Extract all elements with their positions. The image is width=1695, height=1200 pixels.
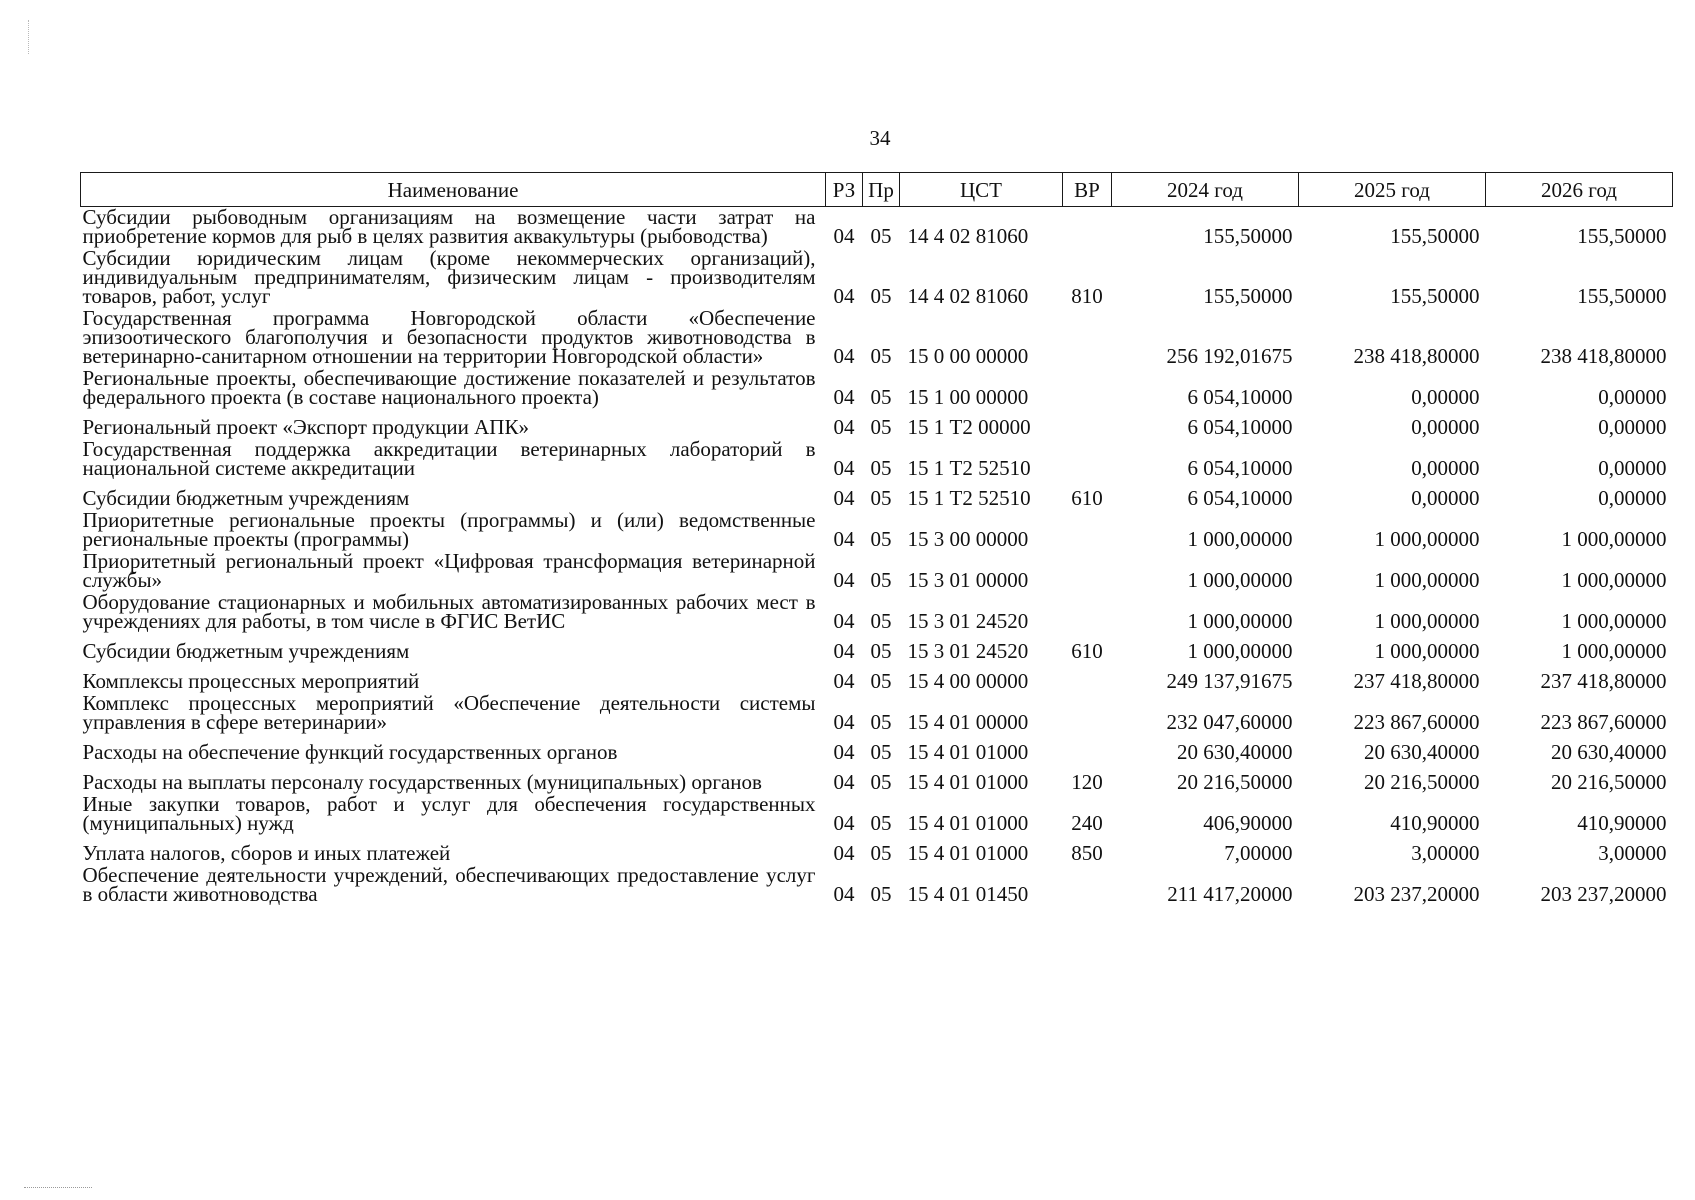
row-vr	[1063, 551, 1112, 592]
row-vr: 120	[1071, 770, 1103, 794]
row-rz: 04	[833, 669, 855, 693]
row-2025: 203 237,20000	[1353, 882, 1480, 906]
row-cst: 15 0 00 00000	[907, 344, 1029, 368]
header-2025: 2025 год	[1299, 173, 1486, 207]
budget-table	[80, 172, 1673, 906]
row-cst: 15 1 Т2 52510	[907, 456, 1031, 480]
row-2026: 0,00000	[1598, 385, 1667, 409]
row-pr: 05	[870, 770, 892, 794]
table-row	[81, 439, 1673, 480]
row-2025: 0,00000	[1411, 415, 1480, 439]
row-name: Субсидии бюджетным учреждениям	[82, 486, 410, 510]
header-vr: ВР	[1063, 173, 1112, 207]
row-name: Оборудование стационарных и мобильных автоматизированных рабочих мест в учреждениях для работы, в том числе в ФГИС ВетИС	[82, 590, 816, 633]
row-rz: 04	[833, 486, 855, 510]
row-vr	[1063, 308, 1112, 368]
row-pr: 05	[870, 841, 892, 865]
row-cst: 15 4 01 01000	[907, 770, 1029, 794]
row-name: Расходы на обеспечение функций государственных органов	[82, 740, 618, 764]
row-name: Комплексы процессных мероприятий	[82, 669, 420, 693]
row-cst: 15 1 Т2 00000	[907, 415, 1031, 439]
row-2025: 0,00000	[1411, 385, 1480, 409]
row-name: Комплекс процессных мероприятий «Обеспечение деятельности системы управления в сфере ветеринарии»	[82, 691, 816, 734]
row-pr: 05	[870, 527, 892, 551]
row-2024: 155,50000	[1203, 224, 1293, 248]
row-rz: 04	[833, 841, 855, 865]
row-2026: 0,00000	[1598, 456, 1667, 480]
row-2024: 20 630,40000	[1177, 740, 1293, 764]
table-row	[81, 663, 1673, 693]
table-row	[81, 633, 1673, 663]
row-name: Государственная программа Новгородской области «Обеспечение эпизоотического благополучия и безопасности продуктов животноводства в ветеринарно-санитарном отношении на территории Новгородской области»	[82, 306, 816, 368]
row-cst: 14 4 02 81060	[907, 224, 1029, 248]
row-pr: 05	[870, 740, 892, 764]
row-2026: 155,50000	[1577, 224, 1667, 248]
row-cst: 15 3 01 00000	[907, 568, 1029, 592]
row-rz: 04	[833, 770, 855, 794]
row-rz: 04	[833, 415, 855, 439]
header-cst: ЦСТ	[900, 173, 1063, 207]
row-cst: 15 3 01 24520	[907, 609, 1029, 633]
row-name: Региональные проекты, обеспечивающие достижение показателей и результатов федерального проекта (в составе национального проекта)	[82, 366, 816, 409]
row-2026: 410,90000	[1577, 811, 1667, 835]
row-2025: 1 000,00000	[1374, 639, 1480, 663]
row-cst: 15 4 00 00000	[907, 669, 1029, 693]
row-2026: 20 216,50000	[1551, 770, 1667, 794]
header-2026: 2026 год	[1486, 173, 1673, 207]
row-vr	[1063, 409, 1112, 439]
row-2024: 155,50000	[1203, 284, 1293, 308]
row-pr: 05	[870, 385, 892, 409]
row-cst: 15 4 01 00000	[907, 710, 1029, 734]
header-pr: Пр	[863, 173, 900, 207]
table-row	[81, 409, 1673, 439]
row-2025: 155,50000	[1390, 284, 1480, 308]
row-pr: 05	[870, 882, 892, 906]
table-row	[81, 734, 1673, 764]
table-row	[81, 308, 1673, 368]
scan-edge-mark	[28, 20, 30, 54]
row-rz: 04	[833, 527, 855, 551]
row-pr: 05	[870, 811, 892, 835]
row-vr	[1063, 439, 1112, 480]
row-vr	[1063, 865, 1112, 906]
row-rz: 04	[833, 639, 855, 663]
row-2026: 0,00000	[1598, 415, 1667, 439]
row-2024: 1 000,00000	[1187, 639, 1293, 663]
row-name: Государственная поддержка аккредитации ветеринарных лабораторий в национальной системе аккредитации	[82, 437, 816, 480]
row-name: Уплата налогов, сборов и иных платежей	[82, 841, 451, 865]
row-2025: 238 418,80000	[1353, 344, 1480, 368]
row-rz: 04	[833, 609, 855, 633]
row-2025: 1 000,00000	[1374, 568, 1480, 592]
row-vr	[1063, 510, 1112, 551]
row-vr: 850	[1071, 841, 1103, 865]
row-2026: 1 000,00000	[1561, 639, 1667, 663]
row-name: Иные закупки товаров, работ и услуг для обеспечения государственных (муниципальных) нужд	[82, 792, 816, 835]
row-name: Расходы на выплаты персоналу государственных (муниципальных) органов	[82, 770, 762, 794]
row-2025: 0,00000	[1411, 456, 1480, 480]
row-name: Приоритетные региональные проекты (программы) и (или) ведомственные региональные проекты (программы)	[82, 508, 816, 551]
row-rz: 04	[833, 882, 855, 906]
table-row	[81, 207, 1673, 249]
row-vr: 240	[1071, 811, 1103, 835]
row-2024: 1 000,00000	[1187, 568, 1293, 592]
table-row	[81, 764, 1673, 794]
row-vr	[1063, 592, 1112, 633]
row-rz: 04	[833, 568, 855, 592]
row-2025: 237 418,80000	[1353, 669, 1480, 693]
table-row	[81, 693, 1673, 734]
row-cst: 15 3 00 00000	[907, 527, 1029, 551]
row-2026: 237 418,80000	[1540, 669, 1667, 693]
table-row	[81, 551, 1673, 592]
row-name: Субсидии бюджетным учреждениям	[82, 639, 410, 663]
row-cst: 14 4 02 81060	[907, 284, 1029, 308]
row-rz: 04	[833, 811, 855, 835]
row-2025: 1 000,00000	[1374, 609, 1480, 633]
row-2026: 20 630,40000	[1551, 740, 1667, 764]
row-pr: 05	[870, 609, 892, 633]
row-2024: 211 417,20000	[1167, 882, 1293, 906]
row-cst: 15 1 Т2 52510	[907, 486, 1031, 510]
row-2026: 0,00000	[1598, 486, 1667, 510]
row-2026: 238 418,80000	[1540, 344, 1667, 368]
row-name: Субсидии рыбоводным организациям на возмещение части затрат на приобретение кормов для рыб в целях развития аквакультуры (рыбоводства)	[82, 205, 816, 248]
row-rz: 04	[833, 224, 855, 248]
row-vr	[1063, 693, 1112, 734]
row-2026: 155,50000	[1577, 284, 1667, 308]
table-row	[81, 510, 1673, 551]
row-rz: 04	[833, 344, 855, 368]
row-2024: 1 000,00000	[1187, 527, 1293, 551]
row-pr: 05	[870, 568, 892, 592]
header-2024: 2024 год	[1112, 173, 1299, 207]
row-2024: 6 054,10000	[1187, 385, 1293, 409]
row-2024: 232 047,60000	[1166, 710, 1293, 734]
row-2025: 155,50000	[1390, 224, 1480, 248]
row-cst: 15 4 01 01000	[907, 811, 1029, 835]
row-2024: 249 137,91675	[1166, 669, 1293, 693]
row-2026: 3,00000	[1598, 841, 1667, 865]
header-name: Наименование	[81, 173, 826, 207]
row-2024: 6 054,10000	[1187, 456, 1293, 480]
row-2024: 7,00000	[1224, 841, 1293, 865]
row-2024: 20 216,50000	[1177, 770, 1293, 794]
row-2025: 1 000,00000	[1374, 527, 1480, 551]
row-vr	[1063, 663, 1112, 693]
row-cst: 15 3 01 24520	[907, 639, 1029, 663]
row-pr: 05	[870, 486, 892, 510]
row-cst: 15 4 01 01000	[907, 841, 1029, 865]
row-vr: 810	[1071, 284, 1103, 308]
table-row	[81, 794, 1673, 835]
row-rz: 04	[833, 284, 855, 308]
row-name: Обеспечение деятельности учреждений, обеспечивающих предоставление услуг в области животноводства	[82, 863, 816, 906]
row-2025: 410,90000	[1390, 811, 1480, 835]
row-name: Региональный проект «Экспорт продукции АПК»	[82, 415, 529, 439]
header-rz: РЗ	[826, 173, 863, 207]
row-2024: 256 192,01675	[1166, 344, 1293, 368]
row-vr: 610	[1071, 486, 1103, 510]
row-2025: 0,00000	[1411, 486, 1480, 510]
row-vr: 610	[1071, 639, 1103, 663]
row-vr	[1063, 207, 1112, 249]
row-2025: 20 630,40000	[1364, 740, 1480, 764]
row-pr: 05	[870, 669, 892, 693]
table-row	[81, 865, 1673, 906]
row-pr: 05	[870, 415, 892, 439]
row-2026: 1 000,00000	[1561, 609, 1667, 633]
row-2025: 223 867,60000	[1353, 710, 1480, 734]
row-2026: 1 000,00000	[1561, 568, 1667, 592]
row-rz: 04	[833, 710, 855, 734]
row-2024: 406,90000	[1203, 811, 1293, 835]
row-pr: 05	[870, 344, 892, 368]
row-cst: 15 1 00 00000	[907, 385, 1029, 409]
table-header-row	[81, 173, 1673, 207]
table-row	[81, 248, 1673, 308]
row-2026: 1 000,00000	[1561, 527, 1667, 551]
row-pr: 05	[870, 639, 892, 663]
table-row	[81, 480, 1673, 510]
row-name: Субсидии юридическим лицам (кроме некоммерческих организаций), индивидуальным предпринимателям, физическим лицам - производителям товаров, работ, услуг	[82, 246, 816, 308]
row-2026: 203 237,20000	[1540, 882, 1667, 906]
row-2024: 6 054,10000	[1187, 486, 1293, 510]
row-rz: 04	[833, 456, 855, 480]
row-2024: 1 000,00000	[1187, 609, 1293, 633]
scan-edge-mark	[24, 1187, 92, 1189]
row-pr: 05	[870, 224, 892, 248]
row-pr: 05	[870, 710, 892, 734]
table-row	[81, 368, 1673, 409]
row-2025: 3,00000	[1411, 841, 1480, 865]
row-name: Приоритетный региональный проект «Цифровая трансформация ветеринарной службы»	[82, 549, 816, 592]
row-2025: 20 216,50000	[1364, 770, 1480, 794]
row-pr: 05	[870, 456, 892, 480]
page-number: 34	[869, 126, 891, 150]
table-row	[81, 835, 1673, 865]
row-vr	[1063, 368, 1112, 409]
row-cst: 15 4 01 01000	[907, 740, 1029, 764]
row-2024: 6 054,10000	[1187, 415, 1293, 439]
row-rz: 04	[833, 740, 855, 764]
row-pr: 05	[870, 284, 892, 308]
row-cst: 15 4 01 01450	[907, 882, 1029, 906]
row-vr	[1063, 734, 1112, 764]
row-rz: 04	[833, 385, 855, 409]
row-2026: 223 867,60000	[1540, 710, 1667, 734]
table-row	[81, 592, 1673, 633]
